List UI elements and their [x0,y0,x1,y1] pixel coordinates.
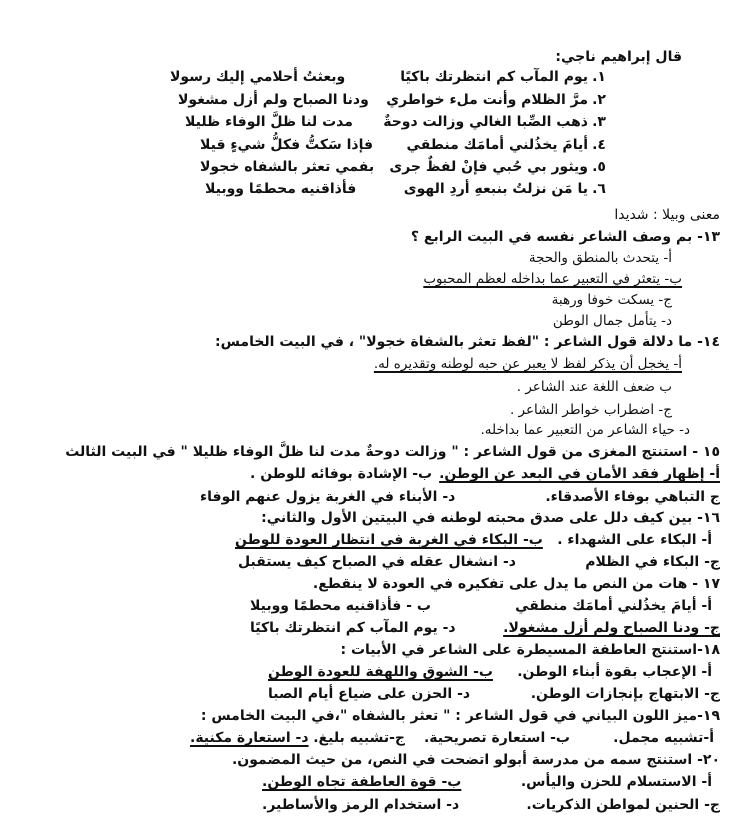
intro-line: قال إبراهيم ناجي: [555,49,682,65]
poem-line [407,136,610,154]
question-17: ١٧ - هات من النص ما يدل على تفكيره في العودة لا ينقطع. [312,576,720,592]
verse-second-hemistich: فإذا سَكتُّ فكلُّ شيءٍ قيلا [200,137,374,153]
verse-first-hemistich: يا مَن نزلتُ بنبعهِ أردِ الهوى [403,181,588,197]
verse-first-hemistich: مرَّ الظلام وأنت ملء خواطري [386,92,588,108]
verse-second-hemistich: فأذاقنيه محطمًا ووبيلا [205,181,357,197]
q13-option-a: أ- يتحدث بالمنطق والحجة [528,250,672,266]
verse-number: ٣. [592,114,606,130]
poem-line [386,91,610,109]
poem-line [383,113,610,131]
q14-option-c: ج- اضطراب خواطر الشاعر . [509,402,672,418]
verse-number: ١. [592,69,606,85]
question-18: ١٨-استنتج العاطفة المسيطرة على الشاعر في الأبيات : [340,642,720,658]
poem-line [404,180,610,198]
q18-option-a: أ- الإعجاب بقوة أبناء الوطن. [517,664,712,680]
poem-line [389,158,610,176]
question-15: ١٥ - استنتج المغزى من قول الشاعر : " وزالت دوحةٌ مدت لنا ظلَّ الوفاء ظليلا " في البيت الثالث [65,444,720,460]
q19-option-a: أ-تشبيه مجمل. [613,730,714,746]
q16-option-d: د- انشغال عقله في الصباح كيف يستقبل [238,554,516,570]
verse-number: ٤. [592,137,606,153]
q16-option-a: أ- البكاء على الشهداء . [557,532,712,548]
q20-option-a: أ- الاستسلام للحزن واليأس. [520,774,712,790]
q17-option-b: ب - فأذاقنيه محطمًا ووبيلا [250,598,431,614]
q17-option-d: د- يوم المآب كم انتظرتك باكيًا [250,620,456,636]
q13-option-d: د- يتأمل جمال الوطن [552,313,672,329]
verse-second-hemistich: وبعثتُ أحلامي إليك رسولا [170,69,346,85]
q18-option-d: د- الحزن على ضياع أيام الصبا [268,686,471,702]
q15-option-b: ب- الإشادة بوفائه للوطن . [250,466,433,482]
word-meaning: معنى وبيلا : شديدا [614,207,720,223]
q15-option-d: د- الأبناء في الغربة يزول عنهم الوفاء [200,489,456,505]
verse-number: ٥. [592,159,606,175]
verse-second-hemistich: بفمي تعثر بالشفاه خجولا [200,159,375,175]
q16-option-b: ب- البكاء في الغربة في انتظار العودة للوطن [235,532,543,548]
q14-option-d: د- حياء الشاعر من التعبير عما بداخله. [480,422,690,438]
q14-option-b: ب ضعف اللغة عند الشاعر . [516,379,672,395]
q13-option-b: ب- يتعثر في التعبير عما بداخله لعظم المحبوب [423,271,682,287]
question-13: ١٣- بم وصف الشاعر نفسه في البيت الرابع ؟ [410,229,720,245]
verse-second-hemistich: مدت لنا ظلَّ الوفاء ظليلا [185,114,353,130]
q20-option-c: ج- الحنين لمواطن الذكريات. [526,797,720,813]
q19-option-b: ب- استعارة تصريحية. [423,730,570,746]
q15-option-c: ج التباهي بوفاء الأصدقاء. [545,489,720,505]
verse-number: ٢. [592,92,606,108]
q18-option-b: ب- الشوق واللهفة للعودة الوطن [268,664,493,680]
q18-option-c: ج- الابتهاج بإنجازات الوطن. [530,686,720,702]
verse-first-hemistich: يوم المآب كم انتظرتك باكيًا [400,69,588,85]
poem-line [400,68,610,86]
verse-first-hemistich: أيامَ يخذُلني أمامَك منطقي [406,137,588,153]
verse-number: ٦. [592,181,606,197]
verse-first-hemistich: ويثور بي حُبي فإنْ لفظٌ جرى [389,159,588,175]
q16-option-c: ج- البكاء في الظلام [585,554,720,570]
q17-option-a: أ- أيامَ يخذُلني أمامَك منطقي [515,598,712,614]
q15-option-a: أ- إظهار فقد الأمان في البعد عن الوطن. [439,466,720,482]
question-20: ٢٠- استنتج سمه من مدرسة أبولو اتضحت في النص، من حيث المضمون. [231,752,720,768]
question-14: ١٤- ما دلالة قول الشاعر : "لفظ تعثر بالشفاة خجولا" ، في البيت الخامس: [215,334,720,350]
q14-option-a: أ- يخجل أن يذكر لفظ لا يعبر عن حبه لوطنه وتقديره له. [373,356,682,372]
verse-first-hemistich: ذهب الصِّبا الغالي وزالت دوحةٌ [383,114,588,130]
q20-option-b: ب- قوة العاطفة تجاه الوطن. [262,774,462,790]
q13-option-c: ج- يسكت خوفا ورهبة [551,292,672,308]
q19-option-d: د- استعارة مكنية. [190,730,309,746]
question-16: ١٦- بين كيف دلل على صدق محبته لوطنه في البيتين الأول والثاني: [261,510,720,526]
q20-option-d: د- استخدام الرمز والأساطير. [262,797,460,813]
q19-option-c: ج-تشبيه بليغ. [313,730,405,746]
question-19: ١٩-ميز اللون البياني في قول الشاعر : " تعثر بالشفاه "،في البيت الخامس : [200,708,720,724]
verse-second-hemistich: ودنا الصباح ولم أزل مشغولا [178,92,369,108]
q17-option-c: ج- ودنا الصباح ولم أزل مشغولا. [503,620,720,636]
